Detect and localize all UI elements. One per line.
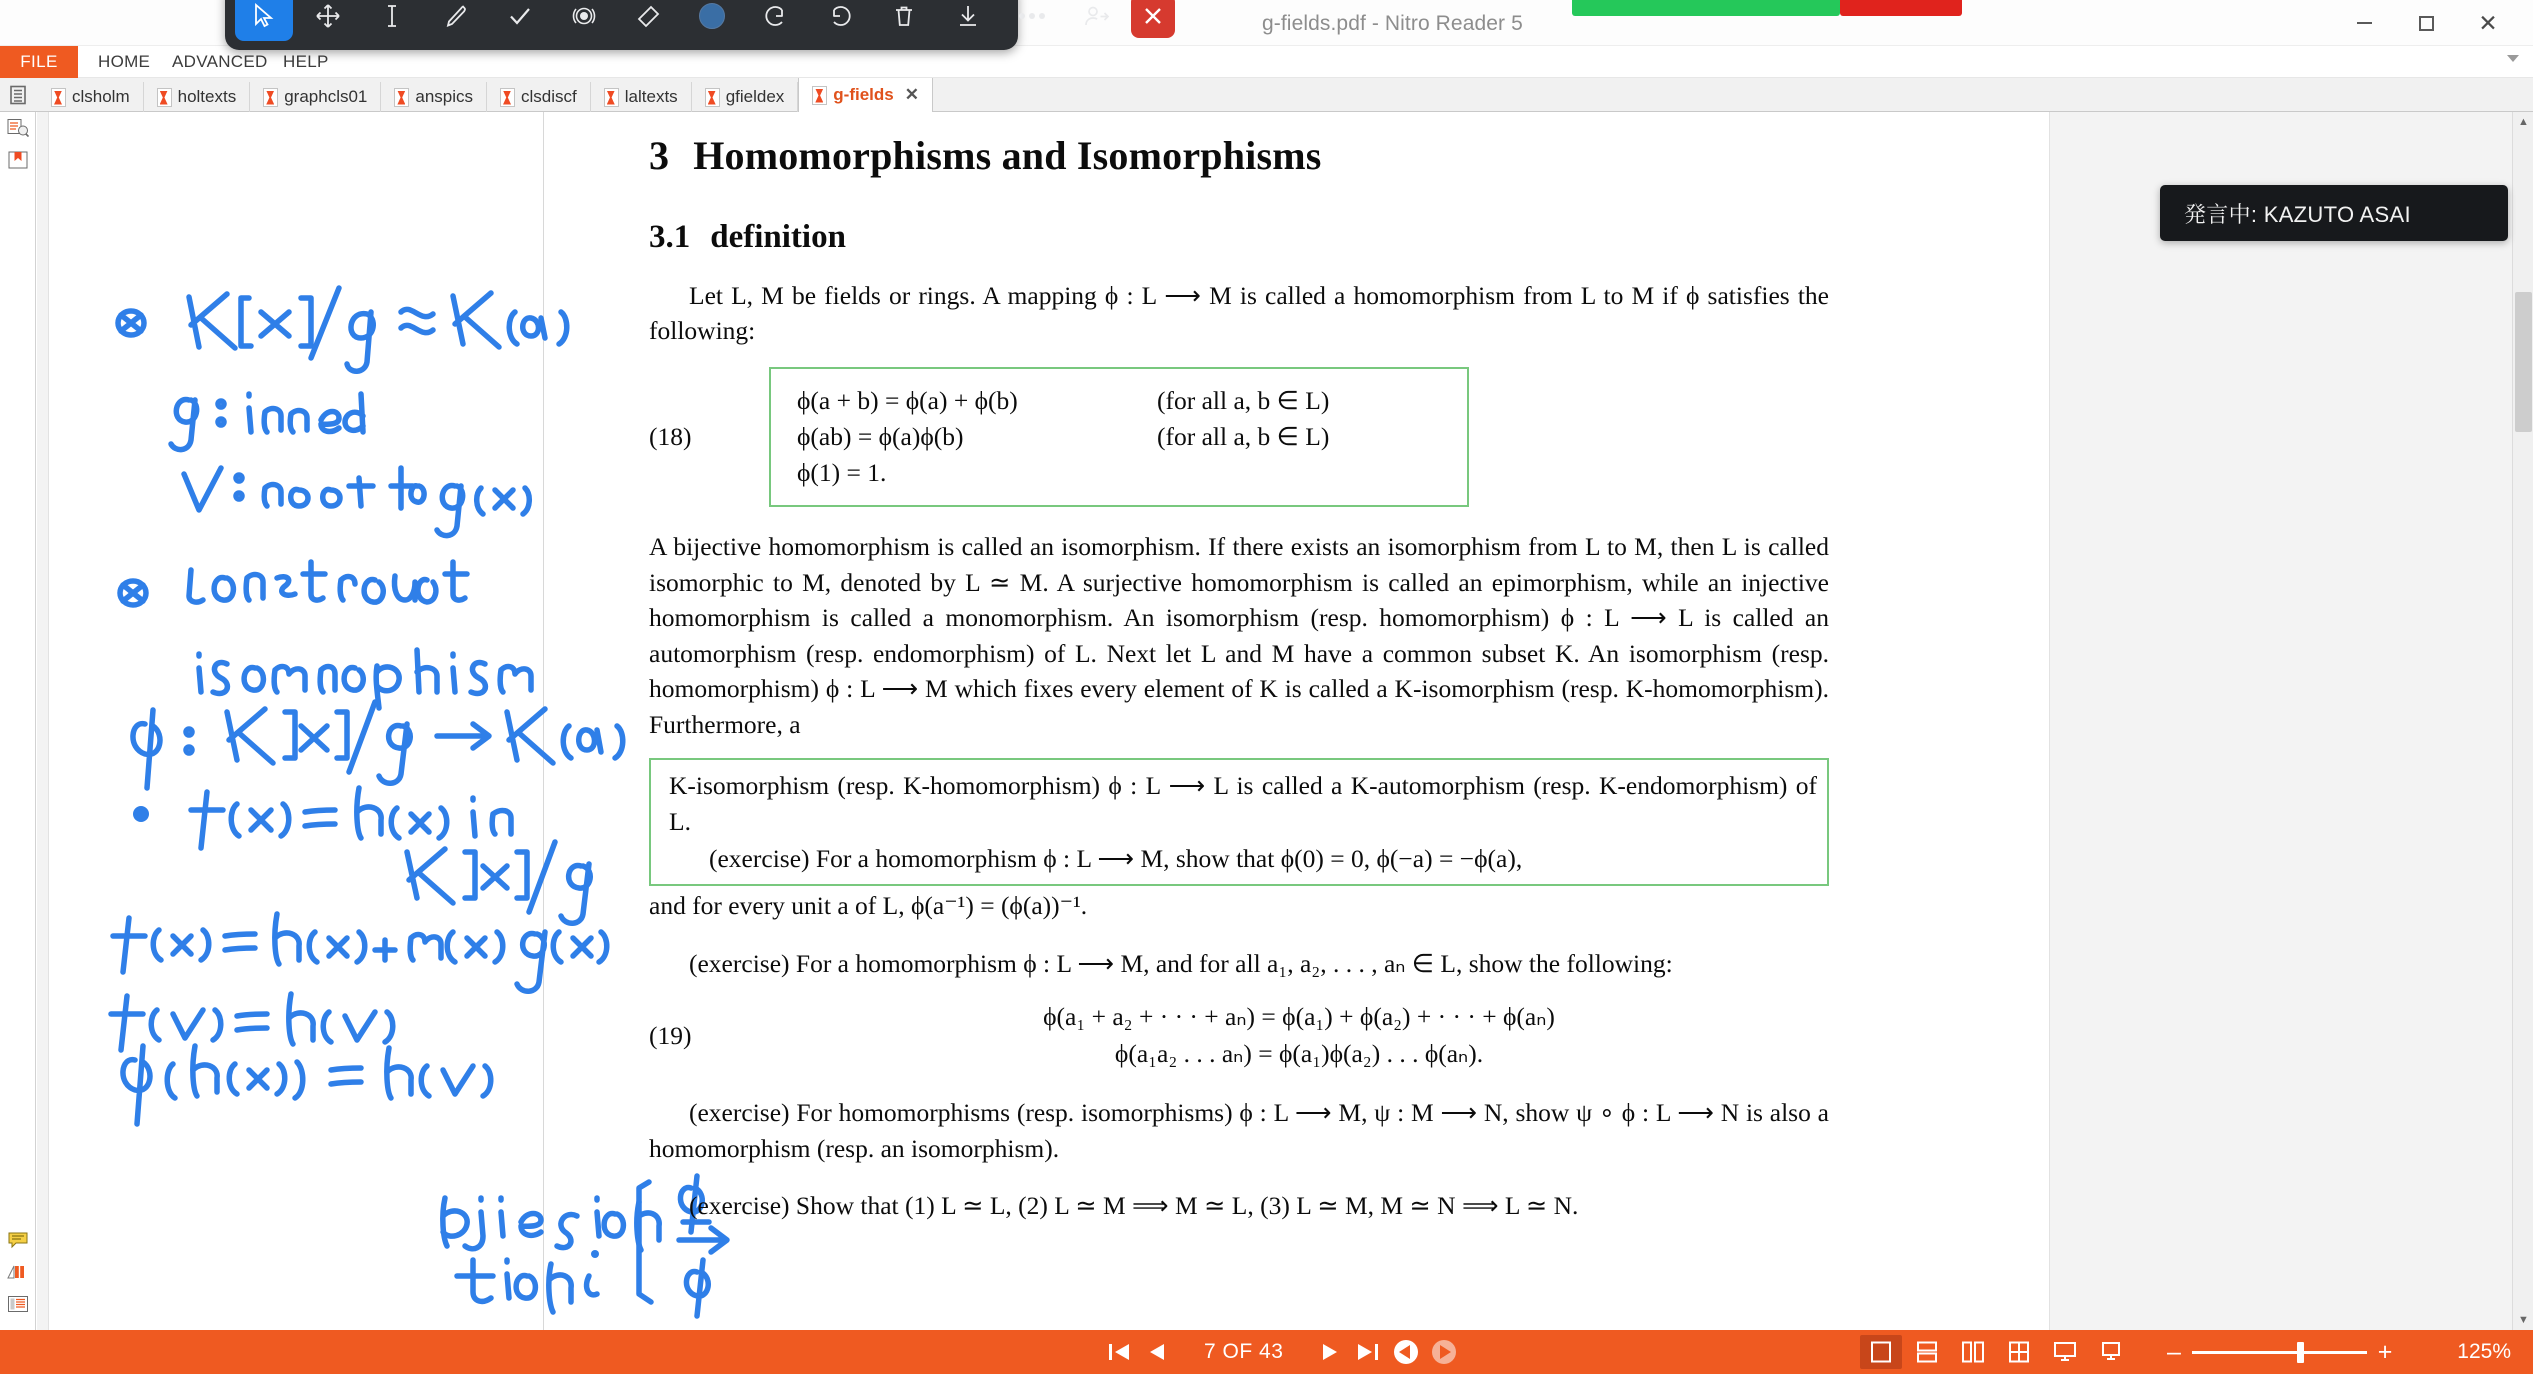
tab-holtexts[interactable] <box>144 82 251 112</box>
check-tool[interactable] <box>491 0 549 41</box>
scroll-down-arrow-icon[interactable]: ▼ <box>2518 1314 2529 1326</box>
section-number: 3 <box>649 133 670 178</box>
document-workspace[interactable] <box>37 112 2512 1330</box>
pdf-file-icon <box>604 88 619 107</box>
pdf-file-icon <box>263 88 278 107</box>
tab-graphcls01[interactable] <box>250 82 381 112</box>
bookmarks-icon[interactable] <box>0 144 36 176</box>
eq18-lhs-3: ϕ(1) = 1. <box>797 458 887 488</box>
page-indicator[interactable]: 7 OF 43 <box>1204 1340 1284 1363</box>
zoom-in-button[interactable]: + <box>2377 1337 2393 1366</box>
color-swatch-button[interactable] <box>683 0 741 41</box>
tab-label: g-fields <box>833 85 894 104</box>
left-nav-rail <box>0 112 36 1330</box>
tab-clsdiscf[interactable] <box>487 82 591 112</box>
section-heading <box>649 132 1829 179</box>
tab-label: holtexts <box>177 87 237 106</box>
maximize-button[interactable] <box>2395 4 2457 42</box>
target-highlight-tool[interactable] <box>555 0 613 41</box>
tab-gfieldex[interactable] <box>692 82 799 112</box>
text-insert-tool[interactable] <box>363 0 421 41</box>
delete-tool[interactable] <box>875 0 933 41</box>
tab-label: anspics <box>415 87 474 106</box>
speaker-notification-toast <box>2160 185 2508 241</box>
page-thumbnails-icon[interactable] <box>0 112 36 144</box>
undo-tool[interactable] <box>747 0 805 41</box>
menu-advanced[interactable]: ADVANCED <box>172 52 268 71</box>
window-controls <box>2333 4 2519 42</box>
stamps-icon[interactable] <box>0 1256 36 1288</box>
fit-page-view-button[interactable] <box>2090 1335 2132 1369</box>
equation-19-number: (19) <box>649 1021 692 1051</box>
minimize-button[interactable] <box>2333 4 2395 42</box>
zoom-level-label[interactable]: 125% <box>2457 1340 2511 1363</box>
highlighted-paragraph-box <box>649 758 1829 886</box>
tab-g-fields[interactable] <box>798 78 933 112</box>
minimize-icon <box>2357 22 2372 24</box>
ribbon-menu-bar <box>0 46 2533 78</box>
tab-laltexts[interactable] <box>591 82 692 112</box>
document-text-column <box>649 112 1829 1224</box>
equation-18-row <box>649 367 1829 508</box>
paragraph-3-boxed: K-isomorphism (resp. K-homomorphism) ϕ : L ⟶ L is called a K-automorphism (resp. K-endomorphism) of L. <box>669 771 1817 836</box>
scrollbar-thumb[interactable] <box>2515 292 2532 432</box>
page-navigation-group <box>1100 1330 1463 1374</box>
grid-page-view-button[interactable] <box>1998 1335 2040 1369</box>
tab-label: clsdiscf <box>521 87 577 106</box>
color-swatch-blue <box>699 3 725 29</box>
redo-tool[interactable] <box>811 0 869 41</box>
equation-18-line-1 <box>797 383 1445 419</box>
menu-help[interactable]: HELP <box>283 52 329 71</box>
meeting-leave-button[interactable] <box>1840 0 1962 16</box>
tab-label: laltexts <box>624 87 678 106</box>
zoom-out-button[interactable]: – <box>2167 1337 2181 1366</box>
menu-file[interactable]: FILE <box>0 46 78 78</box>
pdf-file-icon <box>812 86 827 105</box>
download-tool[interactable] <box>939 0 997 41</box>
eq18-lhs-2: ϕ(ab) = ϕ(a)ϕ(b) <box>797 422 964 452</box>
equation-19-body <box>769 999 1829 1073</box>
paragraph-6: (exercise) For homomorphisms (resp. isomorphisms) ϕ : L ⟶ M, ψ : M ⟶ N, show ψ ∘ ϕ : L ⟶ N is also a homomorphism (resp. an isomorphism). <box>649 1098 1829 1163</box>
close-button[interactable]: ✕ <box>2478 9 2498 36</box>
tab-label: gfieldex <box>725 87 785 106</box>
section-title: Homomorphisms and Isomorphisms <box>693 133 1322 178</box>
zoom-slider-thumb[interactable] <box>2297 1342 2304 1363</box>
subsection-heading <box>649 219 1829 256</box>
eq18-lhs-1: ϕ(a + b) = ϕ(a) + ϕ(b) <box>797 385 1018 415</box>
zoom-slider-track[interactable] <box>2192 1351 2367 1354</box>
previous-view-button[interactable] <box>1387 1330 1425 1374</box>
paragraph-1: Let L, M be fields or rings. A mapping ϕ : L ⟶ M is called a homomorphism from L to M if ϕ satisfies the following: <box>649 281 1829 346</box>
last-page-button[interactable] <box>1349 1330 1387 1374</box>
status-bar <box>0 1330 2533 1374</box>
meeting-join-button[interactable] <box>1572 0 1840 16</box>
layers-icon[interactable] <box>0 1288 36 1320</box>
eraser-tool[interactable] <box>619 0 677 41</box>
pen-tool[interactable] <box>427 0 485 41</box>
equation-18-number: (18) <box>649 422 692 452</box>
speaker-notification-text: 発言中: KAZUTO ASAI <box>2184 201 2411 227</box>
eq18-rhs-2: (for all a, b ∈ L) <box>1157 422 1330 452</box>
close-toolbar-button[interactable] <box>1131 0 1175 38</box>
pdf-page <box>49 112 2049 1330</box>
equation-19-line-1: ϕ(a₁ + a₂ + · · · + aₙ) = ϕ(a₁) + ϕ(a₂) + · · · + ϕ(aₙ) <box>1043 1002 1555 1032</box>
two-page-view-button[interactable] <box>1952 1335 1994 1369</box>
tab-anspics[interactable] <box>381 82 487 112</box>
document-tab-strip <box>0 78 2533 112</box>
single-page-view-button[interactable] <box>1860 1335 1902 1369</box>
move-tool[interactable] <box>299 0 357 41</box>
scroll-up-arrow-icon[interactable]: ▲ <box>2518 116 2529 128</box>
menu-home[interactable]: HOME <box>98 52 151 71</box>
window-title: g-fields.pdf - Nitro Reader 5 <box>1262 12 1523 35</box>
paragraph-7: (exercise) Show that (1) L ≃ L, (2) L ≃ M ⟹ M ≃ L, (3) L ≃ M, M ≃ N ⟹ L ≃ N. <box>689 1191 1579 1221</box>
first-page-button[interactable] <box>1100 1330 1138 1374</box>
meeting-bar-fragment <box>1572 0 1962 16</box>
equation-19-row <box>649 999 1829 1073</box>
more-options-tool[interactable] <box>1003 0 1061 41</box>
paragraph-2: A bijective homomorphism is called an isomorphism. If there exists an isomorphism from L to M, then L is called isomorphic to M, denoted by L ≃ M. A surjective homomorphism is called an epimorphism, while an injective homomorphism is called a monomorphism. An isomorphism (resp. homomorphism) ϕ : L ⟶ L is called an automorphism (resp. endomorphism) of L. Next let L and M have a common subset K. An isomorphism (resp. homomorphism) ϕ : L ⟶ M which fixes every element of K is called a K-isomorphism (resp. K-homomorphism). Furthermore, a <box>649 532 1829 739</box>
pdf-file-icon <box>705 88 720 107</box>
continuous-page-view-button[interactable] <box>1906 1335 1948 1369</box>
maximize-icon <box>2419 16 2434 31</box>
eq18-rhs-1: (for all a, b ∈ L) <box>1157 385 1330 415</box>
tab-clsholm[interactable] <box>38 82 144 112</box>
tab-close-icon[interactable]: ✕ <box>904 85 919 104</box>
paragraph-4-boxed: (exercise) For a homomorphism ϕ : L ⟶ M, show that ϕ(0) = 0, ϕ(−a) = −ϕ(a), <box>709 843 1523 873</box>
tab-list-icon[interactable] <box>6 82 30 108</box>
paragraph-5: (exercise) For a homomorphism ϕ : L ⟶ M, and for all a₁, a₂, . . . , aₙ ∈ L, show the following: <box>689 948 1673 978</box>
tab-container <box>38 78 933 112</box>
chevron-down-icon[interactable] <box>2507 55 2519 62</box>
equation-19-line-2: ϕ(a₁a₂ . . . aₙ) = ϕ(a₁)ϕ(a₂) . . . ϕ(aₙ). <box>1114 1039 1484 1069</box>
equation-18-highlight-box <box>769 367 1469 508</box>
share-user-tool[interactable] <box>1067 0 1125 41</box>
equation-18-line-2 <box>797 419 1445 455</box>
subsection-number: 3.1 <box>649 219 691 255</box>
vertical-scrollbar[interactable] <box>2512 112 2533 1330</box>
pdf-file-icon <box>157 88 172 107</box>
select-cursor-tool[interactable] <box>235 0 293 41</box>
next-page-button[interactable] <box>1311 1330 1349 1374</box>
tab-label: graphcls01 <box>284 87 368 106</box>
view-and-zoom-group <box>1860 1330 2511 1374</box>
floating-annotation-toolbar <box>225 0 1018 50</box>
rail-bottom-group <box>0 1224 36 1320</box>
tab-label: clsholm <box>72 87 130 106</box>
pdf-file-icon <box>500 88 515 107</box>
paragraph-4-tail: and for every unit a of L, ϕ(a⁻¹) = (ϕ(a))⁻¹. <box>649 891 1088 921</box>
pdf-file-icon <box>394 88 409 107</box>
previous-page-button[interactable] <box>1138 1330 1176 1374</box>
comments-icon[interactable] <box>0 1224 36 1256</box>
equation-18-line-3 <box>797 455 1445 491</box>
fit-width-view-button[interactable] <box>2044 1335 2086 1369</box>
zoom-control <box>2156 1338 2511 1367</box>
next-view-button[interactable] <box>1425 1330 1463 1374</box>
page-column-divider <box>543 112 544 1330</box>
subsection-title: definition <box>710 219 846 255</box>
pdf-file-icon <box>51 88 66 107</box>
